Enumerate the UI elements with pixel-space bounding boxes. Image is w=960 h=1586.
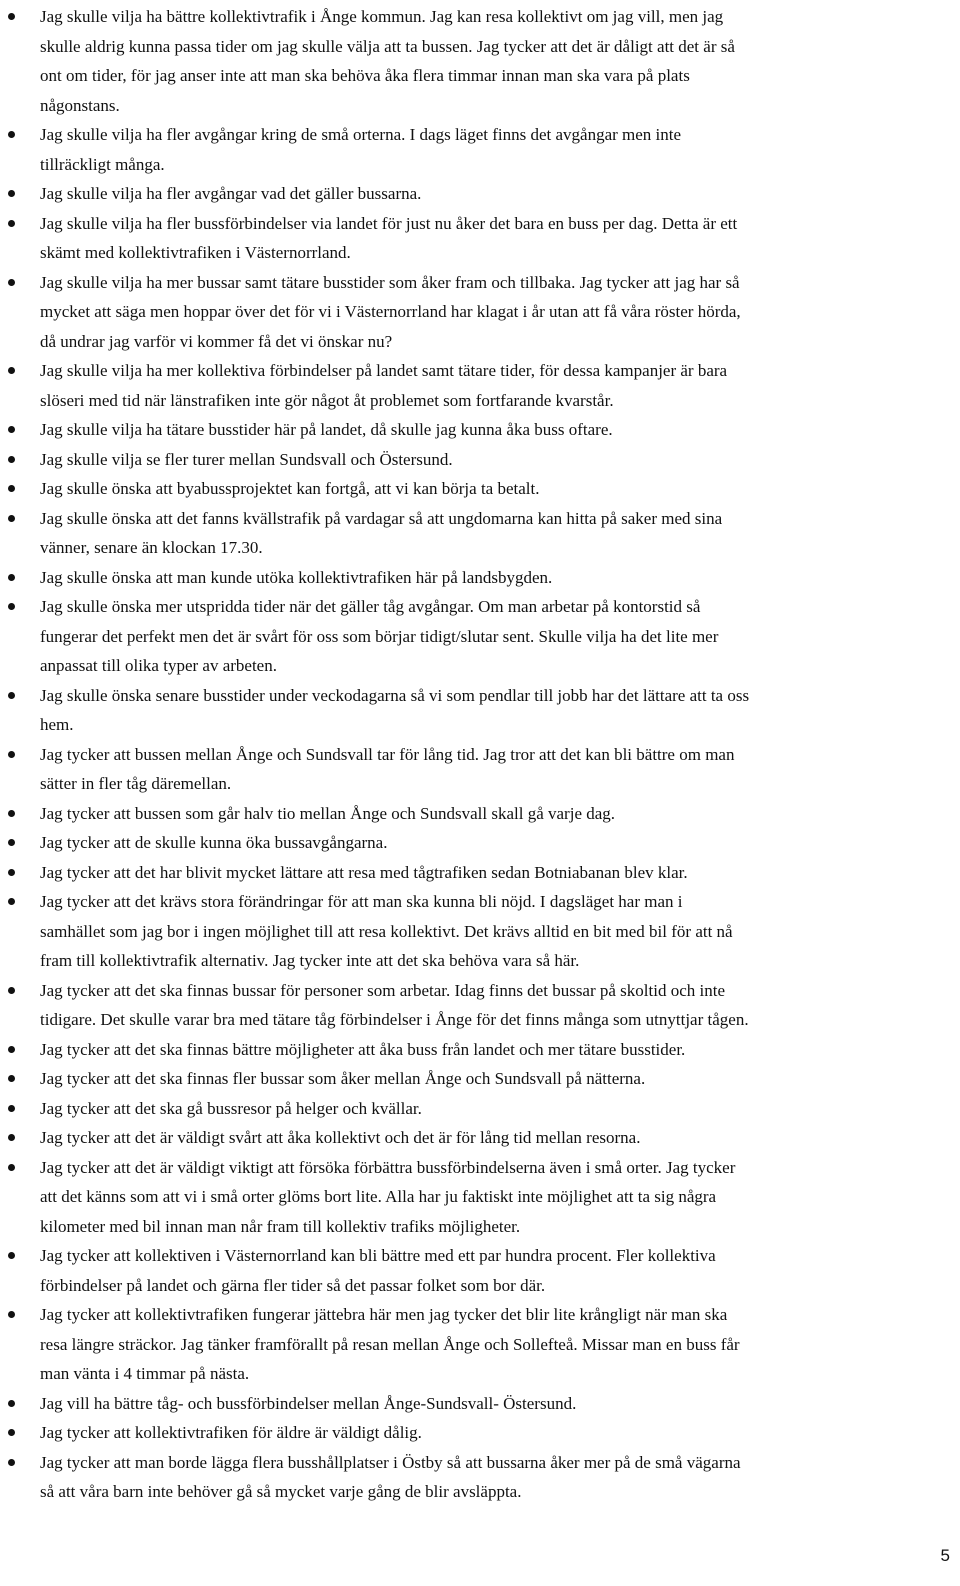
list-item-text-line: Jag skulle vilja ha bättre kollektivtrafik i Ånge kommun. Jag kan resa kollektivt om jag vill, men jag bbox=[40, 7, 724, 26]
list-item-text-line: förbindelser på landet och gärna fler tider så det passar folket som bor där. bbox=[40, 1275, 546, 1295]
bullet-icon bbox=[8, 987, 15, 994]
bullet-icon bbox=[8, 1311, 15, 1318]
list-item-text-line: slöseri med tid när länstrafiken inte gör något åt problemet som fortfarande kvarstår. bbox=[40, 390, 614, 410]
list-item-text-line: någonstans. bbox=[40, 95, 120, 115]
bullet-icon bbox=[8, 1429, 15, 1436]
bullet-icon bbox=[8, 1075, 15, 1082]
bullet-icon bbox=[8, 751, 15, 758]
list-item-text-line: Jag vill ha bättre tåg- och bussförbindelser mellan Ånge-Sundsvall- Östersund. bbox=[40, 1393, 577, 1413]
list-item bbox=[0, 799, 960, 829]
list-item bbox=[0, 681, 960, 740]
list-item bbox=[0, 1448, 960, 1507]
list-item-text-line: skulle aldrig kunna passa tider om jag skulle välja att ta bussen. Jag tycker att det är dåligt att det är så bbox=[40, 36, 735, 56]
list-item-text-line: sätter in fler tåg däremellan. bbox=[40, 774, 232, 793]
bullet-icon bbox=[8, 810, 15, 817]
list-item-text-line: skämt med kollektivtrafiken i Västernorrland. bbox=[40, 243, 351, 262]
list-item bbox=[0, 828, 960, 858]
bullet-icon bbox=[8, 1046, 15, 1053]
list-item-text-line: man vänta i 4 timmar på nästa. bbox=[40, 1364, 250, 1383]
list-item-text-line: tidigare. Det skulle varar bra med tätare tåg förbindelser i Ånge för det finns många som utnyttjar tågen. bbox=[40, 1010, 749, 1029]
page-number: 5 bbox=[940, 1546, 950, 1565]
list-item-text-line: Jag tycker att det ska finnas fler bussar som åker mellan Ånge och Sundsvall på nätterna. bbox=[40, 1069, 646, 1088]
list-item-text-line: då undrar jag varför vi kommer få det vi önskar nu? bbox=[40, 331, 393, 351]
list-item-text-line: kilometer med bil innan man når fram till kollektiv trafiks möjligheter. bbox=[40, 1216, 521, 1236]
list-item bbox=[0, 1418, 960, 1448]
list-item bbox=[0, 563, 960, 593]
list-item bbox=[0, 445, 960, 475]
bullet-icon bbox=[8, 603, 15, 610]
bullet-icon bbox=[8, 279, 15, 286]
bullet-icon bbox=[8, 692, 15, 699]
list-item-text-line: hem. bbox=[40, 715, 74, 734]
list-item-text-line: samhället som jag bor i ingen möjlighet till att resa kollektivt. Det krävs alltid en bit med bil för att nå bbox=[40, 921, 733, 941]
list-item bbox=[0, 976, 960, 1035]
bullet-icon bbox=[8, 426, 15, 433]
list-item bbox=[0, 1123, 960, 1153]
list-item bbox=[0, 2, 960, 120]
list-item-text-line: Jag skulle vilja ha fler bussförbindelser via landet för just nu åker det bara en buss per dag. Detta är ett bbox=[40, 213, 738, 233]
bullet-icon bbox=[8, 574, 15, 581]
bullet-icon bbox=[8, 1400, 15, 1407]
list-item bbox=[0, 268, 960, 357]
bullet-icon bbox=[8, 131, 15, 138]
list-item-text-line: Jag tycker att kollektivtrafiken fungerar jättebra här men jag tycker det blir lite krångligt när man ska bbox=[40, 1305, 728, 1324]
list-item bbox=[0, 887, 960, 976]
list-item-text-line: resa längre sträckor. Jag tänker framförallt på resan mellan Ånge och Sollefteå. Missar man en buss får bbox=[40, 1334, 740, 1354]
list-item bbox=[0, 592, 960, 681]
list-item-text-line: Jag tycker att bussen som går halv tio mellan Ånge och Sundsvall skall gå varje dag. bbox=[40, 803, 616, 823]
list-item-text-line: Jag tycker att det är väldigt svårt att åka kollektivt och det är för lång tid mellan resorna. bbox=[40, 1128, 641, 1147]
list-item-text-line: Jag tycker att man borde lägga flera busshållplatser i Östby så att bussarna åker mer på de små vägarna bbox=[40, 1452, 741, 1472]
bullet-icon bbox=[8, 456, 15, 463]
list-item bbox=[0, 179, 960, 209]
list-item-text-line: fram till kollektivtrafik alternativ. Jag tycker inte att det ska behöva vara så här. bbox=[40, 951, 580, 970]
list-item-text-line: Jag skulle önska att det fanns kvällstrafik på vardagar så att ungdomarna kan hitta på saker med sina bbox=[40, 508, 723, 528]
list-item bbox=[0, 474, 960, 504]
bullet-icon bbox=[8, 1459, 15, 1466]
bullet-icon bbox=[8, 515, 15, 522]
list-item bbox=[0, 1035, 960, 1065]
list-item bbox=[0, 120, 960, 179]
list-item-text-line: Jag tycker att det ska finnas bussar för personer som arbetar. Idag finns det bussar på skoltid och inte bbox=[40, 980, 726, 1000]
bullet-icon bbox=[8, 1164, 15, 1171]
list-item-text-line: Jag tycker att det krävs stora förändringar för att man ska kunna bli nöjd. I dagsläget har man i bbox=[40, 892, 683, 911]
list-item bbox=[0, 504, 960, 563]
list-item bbox=[0, 1389, 960, 1419]
list-item-text-line: vänner, senare än klockan 17.30. bbox=[40, 538, 263, 557]
list-item-text-line: Jag skulle önska att man kunde utöka kollektivtrafiken här på landsbygden. bbox=[40, 567, 553, 587]
list-item bbox=[0, 1064, 960, 1094]
bullet-icon bbox=[8, 869, 15, 876]
list-item-text-line: Jag tycker att kollektiven i Västernorrland kan bli bättre med ett par hundra procent. Fler kollektiva bbox=[40, 1246, 716, 1265]
list-item bbox=[0, 356, 960, 415]
list-item-text-line: Jag skulle vilja ha mer kollektiva förbindelser på landet samt tätare tider, för dessa kampanjer är bara bbox=[40, 361, 728, 380]
list-item-text-line: så att våra barn inte behöver gå så mycket varje gång de blir avsläppta. bbox=[40, 1482, 522, 1501]
list-item bbox=[0, 209, 960, 268]
bullet-icon bbox=[8, 1105, 15, 1112]
list-item-text-line: Jag tycker att det är väldigt viktigt att försöka förbättra bussförbindelserna även i små orter. Jag tycker bbox=[40, 1157, 736, 1177]
list-item-text-line: Jag skulle vilja se fler turer mellan Sundsvall och Östersund. bbox=[40, 449, 453, 469]
bullet-list bbox=[0, 2, 960, 1507]
list-item-text-line: Jag tycker att bussen mellan Ånge och Sundsvall tar för lång tid. Jag tror att det kan bli bättre om man bbox=[40, 744, 735, 764]
list-item-text-line: tillräckligt många. bbox=[40, 154, 165, 174]
list-item-text-line: Jag tycker att det har blivit mycket lättare att resa med tågtrafiken sedan Botniabanan blev klar. bbox=[40, 862, 688, 882]
list-item bbox=[0, 1153, 960, 1242]
bullet-icon bbox=[8, 898, 15, 905]
list-item-text-line: Jag skulle vilja ha mer bussar samt tätare busstider som åker fram och tillbaka. Jag tycker att jag har så bbox=[40, 272, 740, 292]
list-item-text-line: Jag skulle vilja ha fler avgångar kring de små orterna. I dags läget finns det avgångar men inte bbox=[40, 125, 682, 144]
list-item bbox=[0, 1094, 960, 1124]
bullet-icon bbox=[8, 839, 15, 846]
list-item bbox=[0, 1300, 960, 1389]
list-item-text-line: Jag tycker att de skulle kunna öka bussavgångarna. bbox=[40, 833, 388, 852]
list-item bbox=[0, 740, 960, 799]
list-item-text-line: fungerar det perfekt men det är svårt för oss som börjar tidigt/slutar sent. Skulle vilja ha det lite mer bbox=[40, 626, 719, 646]
list-item-text-line: anpassat till olika typer av arbeten. bbox=[40, 656, 277, 675]
bullet-icon bbox=[8, 190, 15, 197]
bullet-icon bbox=[8, 13, 15, 20]
list-item-text-line: Jag skulle vilja ha tätare busstider här på landet, då skulle jag kunna åka buss oftare. bbox=[40, 420, 613, 439]
list-item-text-line: att det känns som att vi i små orter glöms bort lite. Alla har ju faktiskt inte möjlighet att ta sig några bbox=[40, 1187, 717, 1206]
list-item-text-line: Jag tycker att det ska gå bussresor på helger och kvällar. bbox=[40, 1098, 422, 1118]
list-item-text-line: Jag tycker att det ska finnas bättre möjligheter att åka buss från landet och mer tätare busstider. bbox=[40, 1039, 686, 1059]
list-item-text-line: mycket att säga men hoppar över det för vi i Västernorrland har klagat i år utan att få våra röster hörda, bbox=[40, 302, 741, 321]
list-item bbox=[0, 858, 960, 888]
bullet-icon bbox=[8, 1134, 15, 1141]
list-item-text-line: Jag skulle önska att byabussprojektet kan fortgå, att vi kan börja ta betalt. bbox=[40, 479, 540, 498]
list-item bbox=[0, 1241, 960, 1300]
list-item-text-line: Jag skulle önska mer utspridda tider när det gäller tåg avgångar. Om man arbetar på kontorstid så bbox=[40, 597, 701, 616]
list-item bbox=[0, 415, 960, 445]
bullet-icon bbox=[8, 220, 15, 227]
list-item-text-line: Jag skulle önska senare busstider under veckodagarna så vi som pendlar till jobb har det lättare att ta oss bbox=[40, 685, 750, 705]
list-item-text-line: Jag tycker att kollektivtrafiken för äldre är väldigt dålig. bbox=[40, 1423, 422, 1442]
bullet-icon bbox=[8, 367, 15, 374]
bullet-icon bbox=[8, 1252, 15, 1259]
list-item-text-line: ont om tider, för jag anser inte att man ska behöva åka flera timmar innan man ska vara på plats bbox=[40, 66, 690, 85]
bullet-icon bbox=[8, 485, 15, 492]
list-item-text-line: Jag skulle vilja ha fler avgångar vad det gäller bussarna. bbox=[40, 184, 422, 203]
